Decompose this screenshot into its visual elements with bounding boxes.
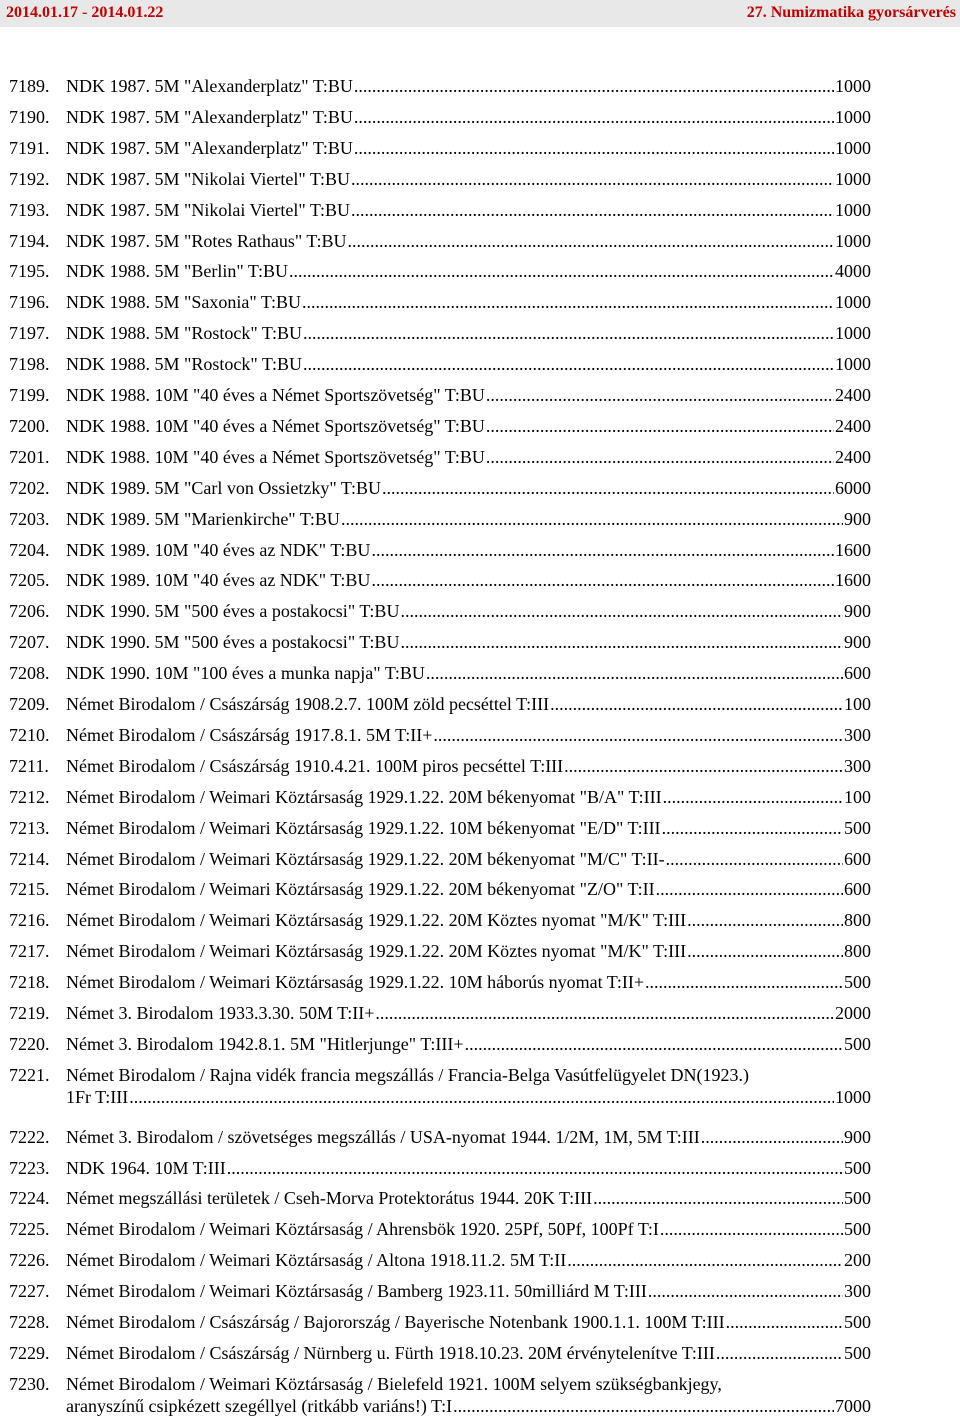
lot-item bbox=[9, 909, 871, 931]
dot-leader bbox=[129, 1086, 834, 1108]
dot-leader bbox=[486, 384, 834, 406]
lot-price: 500 bbox=[844, 1188, 871, 1208]
lot-number: 7212. bbox=[9, 787, 50, 807]
lot-item-continuation bbox=[9, 1395, 871, 1417]
lot-description: NDK 1989. 5M "Marienkirche" T:BU bbox=[66, 509, 340, 529]
lot-number: 7214. bbox=[9, 849, 50, 869]
lot-description-continued: aranyszínű csipkézett szegéllyel (ritkább variáns!) T:I bbox=[66, 1396, 453, 1416]
dot-leader bbox=[486, 415, 834, 437]
lot-description: NDK 1988. 5M "Berlin" T:BU bbox=[66, 261, 288, 281]
lot-number: 7216. bbox=[9, 910, 50, 930]
lot-item bbox=[9, 322, 871, 344]
lot-price: 6000 bbox=[835, 478, 871, 498]
dot-leader bbox=[486, 446, 834, 468]
lot-description-continued: 1Fr T:III bbox=[66, 1087, 129, 1107]
lot-number: 7193. bbox=[9, 200, 50, 220]
dot-leader bbox=[701, 1126, 843, 1148]
lot-description: Német 3. Birodalom / szövetséges megszállás / USA-nyomat 1944. 1/2M, 1M, 5M T:III bbox=[66, 1127, 700, 1147]
lot-number: 7192. bbox=[9, 169, 50, 189]
lot-price: 500 bbox=[844, 1034, 871, 1054]
lot-price: 1000 bbox=[835, 354, 871, 374]
lot-number: 7229. bbox=[9, 1343, 50, 1363]
lot-item bbox=[9, 1033, 871, 1055]
lot-item bbox=[9, 353, 871, 375]
lot-price: 500 bbox=[844, 1312, 871, 1332]
lot-price: 900 bbox=[844, 601, 871, 621]
dot-leader bbox=[371, 569, 834, 591]
lot-number: 7228. bbox=[9, 1312, 50, 1332]
auction-dates: 2014.01.17 - 2014.01.22 bbox=[6, 4, 164, 21]
lot-item bbox=[9, 168, 871, 190]
lot-number: 7226. bbox=[9, 1250, 50, 1270]
dot-leader bbox=[465, 1033, 843, 1055]
lot-item bbox=[9, 1157, 871, 1179]
dot-leader bbox=[663, 786, 843, 808]
lot-description: Német Birodalom / Weimari Köztársaság 1929.1.22. 20M Köztes nyomat "M/K" T:III bbox=[66, 910, 687, 930]
lot-item bbox=[9, 569, 871, 591]
dot-leader bbox=[656, 878, 843, 900]
lot-price: 1000 bbox=[835, 107, 871, 127]
lot-item bbox=[9, 1311, 871, 1333]
lot-item bbox=[9, 137, 871, 159]
lot-description: NDK 1989. 10M "40 éves az NDK" T:BU bbox=[66, 540, 371, 560]
lot-item bbox=[9, 786, 871, 808]
lot-price: 1000 bbox=[835, 1087, 871, 1107]
dot-leader bbox=[426, 662, 843, 684]
lot-price: 2400 bbox=[835, 385, 871, 405]
lot-price: 900 bbox=[844, 1127, 871, 1147]
dot-leader bbox=[354, 75, 834, 97]
dot-leader bbox=[593, 1187, 843, 1209]
dot-leader bbox=[375, 1002, 834, 1024]
lot-price: 100 bbox=[844, 694, 871, 714]
lot-item bbox=[9, 75, 871, 97]
lot-item bbox=[9, 1249, 871, 1271]
dot-leader bbox=[354, 106, 834, 128]
lot-description: Német Birodalom / Weimari Köztársaság 1929.1.22. 20M békenyomat "M/C" T:II- bbox=[66, 849, 665, 869]
dot-leader bbox=[400, 631, 843, 653]
lot-item bbox=[9, 662, 871, 684]
lot-description: NDK 1987. 5M "Alexanderplatz" T:BU bbox=[66, 76, 353, 96]
lot-description: Német Birodalom / Császárság 1917.8.1. 5M T:II+ bbox=[66, 725, 433, 745]
lot-description: NDK 1988. 10M "40 éves a Német Sportszövetség" T:BU bbox=[66, 447, 485, 467]
lot-price: 1000 bbox=[835, 169, 871, 189]
lot-description: NDK 1990. 10M "100 éves a munka napja" T:BU bbox=[66, 663, 425, 683]
lot-number: 7202. bbox=[9, 478, 50, 498]
lot-item bbox=[9, 724, 871, 746]
lot-number: 7200. bbox=[9, 416, 50, 436]
lot-price: 500 bbox=[844, 1158, 871, 1178]
dot-leader bbox=[347, 230, 834, 252]
lot-price: 2000 bbox=[835, 1003, 871, 1023]
lot-number: 7208. bbox=[9, 663, 50, 683]
lot-price: 1600 bbox=[835, 540, 871, 560]
lot-number: 7204. bbox=[9, 540, 50, 560]
dot-leader bbox=[660, 1218, 843, 1240]
lot-price: 4000 bbox=[835, 261, 871, 281]
lot-description: Német Birodalom / Weimari Köztársaság 1929.1.22. 10M békenyomat "E/D" T:III bbox=[66, 818, 661, 838]
lot-description: Német Birodalom / Weimari Köztársaság 1929.1.22. 10M háborús nyomat T:II+ bbox=[66, 972, 645, 992]
lot-price: 500 bbox=[844, 818, 871, 838]
lot-item-continuation bbox=[9, 1086, 871, 1108]
lot-item bbox=[9, 384, 871, 406]
lot-number: 7207. bbox=[9, 632, 50, 652]
lot-item bbox=[9, 755, 871, 777]
lot-number: 7219. bbox=[9, 1003, 50, 1023]
dot-leader bbox=[567, 1249, 843, 1271]
lot-item bbox=[9, 106, 871, 128]
lot-description: Német Birodalom / Weimari Köztársaság 1929.1.22. 20M békenyomat "B/A" T:III bbox=[66, 787, 662, 807]
lot-number: 7209. bbox=[9, 694, 50, 714]
lot-number: 7198. bbox=[9, 354, 50, 374]
dot-leader bbox=[433, 724, 843, 746]
lot-price: 1600 bbox=[835, 570, 871, 590]
lot-description: Német Birodalom / Weimari Köztársaság / Bielefeld 1921. 100M selyem szükségbankjegy, bbox=[66, 1374, 722, 1394]
lot-description: Német Birodalom / Császárság / Bajorország / Bayerische Notenbank 1900.1.1. 100M T:III bbox=[66, 1312, 725, 1332]
lot-number: 7206. bbox=[9, 601, 50, 621]
lot-description: NDK 1988. 10M "40 éves a Német Sportszövetség" T:BU bbox=[66, 385, 485, 405]
lot-item bbox=[9, 940, 871, 962]
lot-number: 7210. bbox=[9, 725, 50, 745]
lot-price: 7000 bbox=[835, 1396, 871, 1416]
lot-description: Német 3. Birodalom 1933.3.30. 50M T:II+ bbox=[66, 1003, 375, 1023]
lot-number: 7213. bbox=[9, 818, 50, 838]
lot-number: 7223. bbox=[9, 1158, 50, 1178]
lot-price: 800 bbox=[844, 910, 871, 930]
lot-number: 7220. bbox=[9, 1034, 50, 1054]
lot-description: Német Birodalom / Császárság 1910.4.21. 100M piros pecséttel T:III bbox=[66, 756, 564, 776]
lot-description: NDK 1989. 10M "40 éves az NDK" T:BU bbox=[66, 570, 371, 590]
lot-item bbox=[9, 1342, 871, 1364]
lot-number: 7190. bbox=[9, 107, 50, 127]
lot-description: NDK 1989. 5M "Carl von Ossietzky" T:BU bbox=[66, 478, 381, 498]
dot-leader bbox=[687, 940, 843, 962]
dot-leader bbox=[351, 199, 834, 221]
lot-description: NDK 1988. 5M "Rostock" T:BU bbox=[66, 354, 302, 374]
lot-number: 7211. bbox=[9, 756, 49, 776]
lot-item bbox=[9, 1280, 871, 1302]
lot-price: 1000 bbox=[835, 76, 871, 96]
auction-title: 27. Numizmatika gyorsárverés bbox=[746, 4, 956, 21]
lot-description: NDK 1988. 5M "Saxonia" T:BU bbox=[66, 292, 301, 312]
lot-number: 7205. bbox=[9, 570, 50, 590]
lot-description: Német megszállási területek / Cseh-Morva Protektorátus 1944. 20K T:III bbox=[66, 1188, 593, 1208]
dot-leader bbox=[564, 755, 843, 777]
lot-price: 2400 bbox=[835, 416, 871, 436]
dot-leader bbox=[662, 817, 843, 839]
lot-item bbox=[9, 1187, 871, 1209]
lot-item bbox=[9, 1218, 871, 1240]
lot-item bbox=[9, 477, 871, 499]
lot-price: 500 bbox=[844, 1343, 871, 1363]
dot-leader bbox=[550, 693, 843, 715]
lot-item bbox=[9, 199, 871, 221]
lot-item bbox=[9, 260, 871, 282]
dot-leader bbox=[371, 539, 834, 561]
lot-price: 600 bbox=[844, 663, 871, 683]
lot-number: 7222. bbox=[9, 1127, 50, 1147]
lot-number: 7217. bbox=[9, 941, 50, 961]
lot-item bbox=[9, 230, 871, 252]
lot-description: NDK 1988. 5M "Rostock" T:BU bbox=[66, 323, 302, 343]
lot-price: 1000 bbox=[835, 200, 871, 220]
page-header bbox=[0, 0, 960, 27]
lot-item bbox=[9, 446, 871, 468]
lot-item bbox=[9, 291, 871, 313]
lot-price: 1000 bbox=[835, 231, 871, 251]
lot-description: Német Birodalom / Weimari Köztársaság 1929.1.22. 20M Köztes nyomat "M/K" T:III bbox=[66, 941, 687, 961]
lot-price: 600 bbox=[844, 849, 871, 869]
lot-price: 100 bbox=[844, 787, 871, 807]
lot-number: 7218. bbox=[9, 972, 50, 992]
dot-leader bbox=[687, 909, 843, 931]
lot-price: 300 bbox=[844, 756, 871, 776]
lot-number: 7225. bbox=[9, 1219, 50, 1239]
dot-leader bbox=[382, 477, 834, 499]
lot-item bbox=[9, 631, 871, 653]
lot-number: 7194. bbox=[9, 231, 50, 251]
lot-number: 7230. bbox=[9, 1374, 50, 1394]
lot-item bbox=[9, 1126, 871, 1148]
lot-item bbox=[9, 539, 871, 561]
dot-leader bbox=[303, 353, 834, 375]
dot-leader bbox=[400, 600, 843, 622]
lot-price: 800 bbox=[844, 941, 871, 961]
lot-item bbox=[9, 848, 871, 870]
lot-price: 900 bbox=[844, 509, 871, 529]
lot-description: Német Birodalom / Weimari Köztársaság / Bamberg 1923.11. 50milliárd M T:III bbox=[66, 1281, 647, 1301]
lot-item bbox=[9, 600, 871, 622]
dot-leader bbox=[645, 971, 843, 993]
lot-description: Német Birodalom / Császárság 1908.2.7. 100M zöld pecséttel T:III bbox=[66, 694, 550, 714]
lot-number: 7197. bbox=[9, 323, 50, 343]
lot-price: 500 bbox=[844, 1219, 871, 1239]
lot-price: 900 bbox=[844, 632, 871, 652]
lot-price: 1000 bbox=[835, 292, 871, 312]
lot-price: 2400 bbox=[835, 447, 871, 467]
lot-description: NDK 1990. 5M "500 éves a postakocsi" T:BU bbox=[66, 632, 400, 652]
lot-description: NDK 1987. 5M "Alexanderplatz" T:BU bbox=[66, 138, 353, 158]
lot-item bbox=[9, 693, 871, 715]
lot-price: 300 bbox=[844, 725, 871, 745]
lot-number: 7203. bbox=[9, 509, 50, 529]
dot-leader bbox=[303, 322, 834, 344]
lot-description: Német Birodalom / Weimari Köztársaság / Ahrensbök 1920. 25Pf, 50Pf, 100Pf T:I bbox=[66, 1219, 659, 1239]
lot-description: Német Birodalom / Weimari Köztársaság / Altona 1918.11.2. 5M T:II bbox=[66, 1250, 567, 1270]
lot-number: 7196. bbox=[9, 292, 50, 312]
lot-item bbox=[9, 1002, 871, 1024]
dot-leader bbox=[351, 168, 834, 190]
lot-price: 200 bbox=[844, 1250, 871, 1270]
lot-description: NDK 1988. 10M "40 éves a Német Sportszövetség" T:BU bbox=[66, 416, 485, 436]
lot-description: Német 3. Birodalom 1942.8.1. 5M "Hitlerjunge" T:III+ bbox=[66, 1034, 464, 1054]
lot-number: 7227. bbox=[9, 1281, 50, 1301]
lot-description: NDK 1990. 5M "500 éves a postakocsi" T:BU bbox=[66, 601, 400, 621]
dot-leader bbox=[666, 848, 843, 870]
lot-item bbox=[9, 1064, 871, 1086]
dot-leader bbox=[341, 508, 843, 530]
lot-item bbox=[9, 1373, 871, 1395]
lot-description: NDK 1987. 5M "Nikolai Viertel" T:BU bbox=[66, 169, 351, 189]
lot-description: Német Birodalom / Rajna vidék francia megszállás / Francia-Belga Vasútfelügyelet DN(1923.) bbox=[66, 1065, 749, 1085]
dot-leader bbox=[354, 137, 834, 159]
lot-number: 7221. bbox=[9, 1065, 50, 1085]
lot-price: 1000 bbox=[835, 323, 871, 343]
dot-leader bbox=[227, 1157, 843, 1179]
lot-price: 300 bbox=[844, 1281, 871, 1301]
lot-number: 7224. bbox=[9, 1188, 50, 1208]
lot-number: 7201. bbox=[9, 447, 50, 467]
lot-number: 7199. bbox=[9, 385, 50, 405]
dot-leader bbox=[302, 291, 834, 313]
dot-leader bbox=[289, 260, 834, 282]
lot-description: Német Birodalom / Császárság / Nürnberg u. Fürth 1918.10.23. 20M érvénytelenítve T:III bbox=[66, 1343, 715, 1363]
lot-item bbox=[9, 817, 871, 839]
dot-leader bbox=[453, 1395, 834, 1417]
lot-item bbox=[9, 415, 871, 437]
lot-item bbox=[9, 508, 871, 530]
lot-description: NDK 1987. 5M "Rotes Rathaus" T:BU bbox=[66, 231, 347, 251]
lot-description: NDK 1987. 5M "Alexanderplatz" T:BU bbox=[66, 107, 353, 127]
lot-item bbox=[9, 878, 871, 900]
dot-leader bbox=[726, 1311, 843, 1333]
dot-leader bbox=[648, 1280, 843, 1302]
lot-price: 600 bbox=[844, 879, 871, 899]
lot-item bbox=[9, 971, 871, 993]
lot-description: NDK 1987. 5M "Nikolai Viertel" T:BU bbox=[66, 200, 351, 220]
lot-price: 1000 bbox=[835, 138, 871, 158]
lot-number: 7189. bbox=[9, 76, 50, 96]
lot-number: 7191. bbox=[9, 138, 50, 158]
lot-description: Német Birodalom / Weimari Köztársaság 1929.1.22. 20M békenyomat "Z/O" T:II bbox=[66, 879, 655, 899]
lot-price: 500 bbox=[844, 972, 871, 992]
dot-leader bbox=[716, 1342, 843, 1364]
lot-description: NDK 1964. 10M T:III bbox=[66, 1158, 226, 1178]
lot-number: 7195. bbox=[9, 261, 50, 281]
lot-number: 7215. bbox=[9, 879, 50, 899]
